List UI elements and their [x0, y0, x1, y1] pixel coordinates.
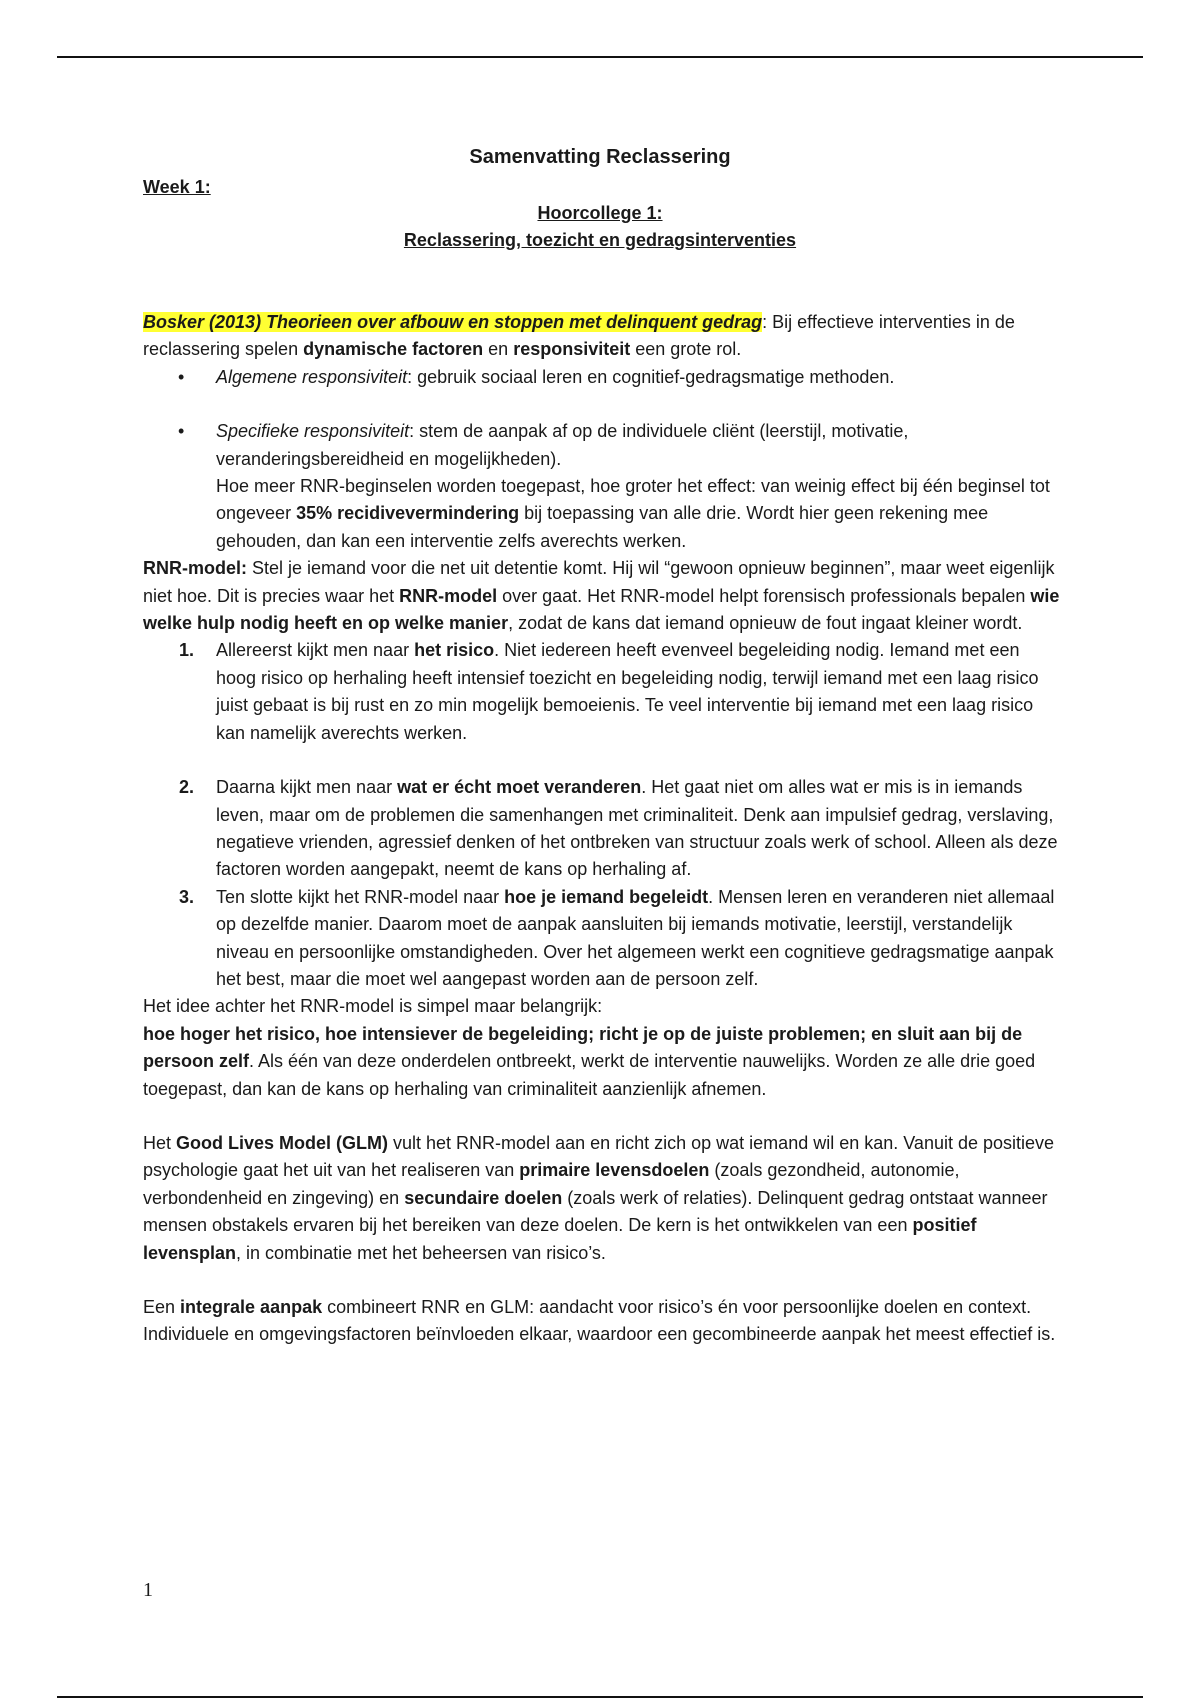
list-item: 1. Allereerst kijkt men naar het risico. Niet iedereen heeft evenveel begeleiding nodig. Iemand met een hoog risico op herhaling heeft intensief toezicht en begeleiding nodig, terwijl iemand met een laag risico juist gebaat is bij rust en zo min mogelijk bemoeienis. Te veel interventie bij iemand met een laag risico kan namelijk averechts werken. [179, 640, 1039, 743]
footer-rule [57, 1696, 1143, 1698]
list-item-continuation: Hoe meer RNR-beginselen worden toegepast, hoe groter het effect: van weinig effect bij één beginsel tot ongeveer 35% recidivevermindering bij toepassing van alle drie. Wordt hier geen rekening mee gehouden, dan kan een interventie zelfs averechts werken. [216, 476, 1050, 551]
integral-paragraph: Een integrale aanpak combineert RNR en GLM: aandacht voor risico’s én voor persoonlijke doelen en context. Individuele en omgevingsfactoren beïnvloeden elkaar, waardoor een gecombineerde aanpak het meest effectief is. [143, 1297, 1056, 1345]
header-rule [57, 56, 1143, 58]
rnr-paragraph: RNR-model: Stel je iemand voor die net uit detentie komt. Hij wil “gewoon opnieuw beginnen”, maar weet eigenlijk niet hoe. Dit is precies waar het RNR-model over gaat. Het RNR-model helpt forensisch professionals bepalen wie welke hulp nodig heeft en op welke manier, zodat de kans dat iemand opnieuw de fout ingaat kleiner wordt. [143, 558, 1060, 634]
lecture-heading [0, 200, 1200, 254]
list-item: 2. Daarna kijkt men naar wat er écht moet veranderen. Het gaat niet om alles wat er mis is in iemands leven, maar om de problemen die samenhangen met criminaliteit. Denk aan impulsief gedrag, verslaving, negatieve vrienden, agressief denken of het ontbreken van structuur zoals werk of school. Alleen als deze factoren worden aangepakt, neemt de kans op herhaling af. [179, 777, 1058, 880]
document-body [143, 309, 1063, 1349]
list-item: • Specifieke responsiviteit: stem de aanpak af op de individuele cliënt (leerstijl, motivatie, veranderingsbereidheid en mogelijkheden). Hoe meer RNR-beginselen worden toegepast, hoe groter het effect: van weinig effect bij één beginsel tot ongeveer 35% recidivevermindering bij toepassing van alle drie. Wordt hier geen rekening mee gehouden, dan kan een interventie zelfs averechts werken. [143, 418, 1063, 555]
glm-paragraph: Het Good Lives Model (GLM) vult het RNR-model aan en richt zich op wat iemand wil en kan. Vanuit de positieve psychologie gaat het uit van het realiseren van primaire levensdoelen (zoals gezondheid, autonomie, verbondenheid en zingeving) en secundaire doelen (zoals werk of relaties). Delinquent gedrag ontstaat wanneer mensen obstakels ervaren bij het bereiken van deze doelen. De kern is het ontwikkelen van een positief levensplan, in combinatie met het beheersen van risico’s. [143, 1132, 1055, 1263]
lecture-heading-line2: Reclassering, toezicht en gedragsinterventies [403, 230, 797, 250]
idea-intro: Het idee achter het RNR-model is simpel maar belangrijk: [143, 996, 603, 1017]
lecture-heading-line1: Hoorcollege 1: [537, 203, 663, 223]
document-title: Samenvatting Reclassering [469, 146, 731, 168]
responsiveness-list [143, 364, 1063, 555]
page-number: 1 [143, 1579, 153, 1601]
intro-paragraph: Bosker (2013) Theorieen over afbouw en stoppen met delinquent gedrag: Bij effectieve interventies in de reclassering spelen dynamische factoren en responsiviteit een grote rol. [143, 312, 1015, 360]
highlighted-source: Bosker (2013) Theorieen over afbouw en stoppen met delinquent gedrag [143, 312, 763, 332]
list-item: 3. Ten slotte kijkt het RNR-model naar hoe je iemand begeleidt. Mensen leren en veranderen niet allemaal op dezelfde manier. Daarom moet de aanpak aansluiten bij iemands motivatie, leerstijl, verstandelijk niveau en persoonlijke omstandigheden. Over het algemeen werkt een cognitieve gedragsmatige aanpak het best, maar die moet wel aangepast worden aan de persoon zelf. [179, 886, 1055, 989]
idea-paragraph: hoe hoger het risico, hoe intensiever de begeleiding; richt je op de juiste problemen; en sluit aan bij de persoon zelf. Als één van deze onderdelen ontbreekt, werkt de interventie nauwelijks. Worden ze alle drie goed toegepast, dan kan de kans op herhaling van criminaliteit aanzienlijk afnemen. [143, 1023, 1036, 1099]
rnr-steps-list [143, 637, 1063, 993]
list-item: • Algemene responsiviteit: gebruik sociaal leren en cognitief-gedragsmatige methoden. [143, 364, 1063, 391]
week-heading: Week 1: [143, 177, 211, 197]
